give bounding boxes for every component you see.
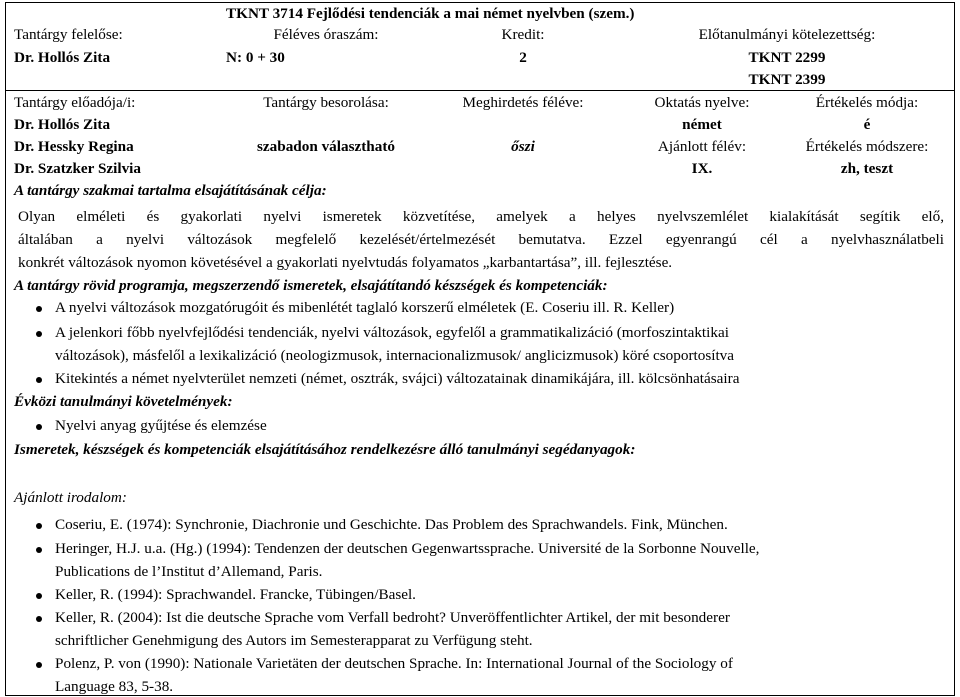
bullet-icon (36, 377, 42, 383)
program-item: Kitekintés a német nyelvterület nemzeti (német, osztrák, svájci) változatainak dinamikájára, ill. kölcsönhatásaira (55, 370, 740, 387)
literature-heading: Ajánlott irodalom: (14, 489, 127, 506)
goal-text-line: konkrét változások nyomon követésével a gyakorlati nyelvtudás folyamatos „karbantartása”, ill. fejlesztése. (18, 254, 673, 271)
language-value: német (682, 116, 722, 133)
semester-label: Meghirdetés féléve: (462, 94, 584, 111)
literature-item: Keller, R. (2004): Ist die deutsche Sprache vom Verfall bedroht? Unveröffentlichter Artikel, der mit besonderer (55, 609, 730, 626)
materials-heading: Ismeretek, készségek és kompetenciák elsajátításához rendelkezésre álló tanulmányi segédanyagok: (14, 441, 636, 458)
classification-value: szabadon választható (257, 138, 395, 155)
hours-value: N: 0 + 30 (226, 49, 285, 66)
bullet-icon (36, 662, 42, 668)
evaluation-label: Értékelés módja: (815, 94, 919, 111)
literature-item: Coseriu, E. (1974): Synchronie, Diachronie und Geschichte. Das Problem des Sprachwandels. Fink, München. (55, 516, 728, 533)
literature-item-continuation: Publications de l’Institut d’Allemand, Paris. (55, 563, 323, 580)
lecturer-name: Dr. Hessky Regina (14, 138, 134, 155)
evaluation-method-label: Értékelés módszere: (805, 138, 929, 155)
program-item: A nyelvi változások mozgatórugóit és mibenlétét taglaló korszerű elméletek (E. Coseriu ill. R. Keller) (55, 299, 675, 316)
program-item: A jelenkori főbb nyelvfejlődési tendenciák, nyelvi változások, egyfelől a grammatikalizáció (morfoszintaktikai (55, 324, 729, 341)
responsible-name: Dr. Hollós Zita (14, 49, 111, 66)
recommended-semester-label: Ajánlott félév: (657, 138, 747, 155)
lecturer-name: Dr. Szatzker Szilvia (14, 160, 141, 177)
lecturer-label: Tantárgy előadója/i: (14, 94, 136, 111)
prereq-value-1: TKNT 2299 (748, 49, 826, 66)
literature-item: Keller, R. (1994): Sprachwandel. Francke, Tübingen/Basel. (55, 586, 416, 603)
evaluation-method-value: zh, teszt (840, 160, 894, 177)
table-border-top (5, 2, 955, 3)
semester-value: őszi (511, 138, 535, 155)
literature-item-continuation: Language 83, 5-38. (55, 678, 174, 695)
prereq-label: Előtanulmányi kötelezettség: (698, 26, 876, 43)
goal-text-line: általában a nyelvi változások megfelelő kezelését/értelmezését bemutatva. Ezzel egyenrangú cél a nyelvhasználatbeli (18, 231, 944, 248)
credit-label: Kredit: (501, 26, 545, 43)
bullet-icon (36, 523, 42, 529)
bullet-icon (36, 593, 42, 599)
language-label: Oktatás nyelve: (654, 94, 750, 111)
program-item-continuation: változások), másfelől a lexikalizáció (neologizmusok, internacionalizmusok/ anglicizmusok) köré csoportosítva (55, 347, 735, 364)
requirements-item: Nyelvi anyag gyűjtése és elemzése (55, 417, 267, 434)
lecturer-name: Dr. Hollós Zita (14, 116, 111, 133)
responsible-label: Tantárgy felelőse: (14, 26, 123, 43)
table-border-right (954, 2, 955, 696)
table-border-left (5, 2, 6, 696)
credit-value: 2 (519, 49, 527, 66)
literature-item: Polenz, P. von (1990): Nationale Varietäten der deutschen Sprache. In: International Journal of the Sociology of (55, 655, 733, 672)
hours-label: Féléves óraszám: (273, 26, 379, 43)
table-border-bottom (5, 695, 955, 696)
bullet-icon (36, 547, 42, 553)
bullet-icon (36, 424, 42, 430)
literature-item-continuation: schriftlicher Genehmigung des Autors im Semesterapparat zu Verfügung steht. (55, 632, 533, 649)
classification-label: Tantárgy besorolása: (263, 94, 389, 111)
goal-text-line: Olyan elméleti és gyakorlati nyelvi ismeretek közvetítése, amelyek a helyes nyelvszemlélet kialakítását segítik elő, (18, 208, 944, 225)
bullet-icon (36, 331, 42, 337)
goal-heading: A tantárgy szakmai tartalma elsajátításának célja: (14, 182, 327, 199)
evaluation-value: é (863, 116, 871, 133)
recommended-semester-value: IX. (691, 160, 713, 177)
requirements-heading: Évközi tanulmányi követelmények: (14, 393, 233, 410)
bullet-icon (36, 306, 42, 312)
program-heading: A tantárgy rövid programja, megszerzendő ismeretek, elsajátítandó készségek és kompetenciák: (14, 277, 608, 294)
course-title: TKNT 3714 Fejlődési tendenciák a mai német nyelvben (szem.) (226, 5, 635, 22)
bullet-icon (36, 616, 42, 622)
literature-item: Heringer, H.J. u.a. (Hg.) (1994): Tendenzen der deutschen Gegenwartssprache. Université de la Sorbonne Nouvelle, (55, 540, 760, 557)
table-divider (5, 90, 955, 91)
prereq-value-2: TKNT 2399 (748, 71, 826, 88)
